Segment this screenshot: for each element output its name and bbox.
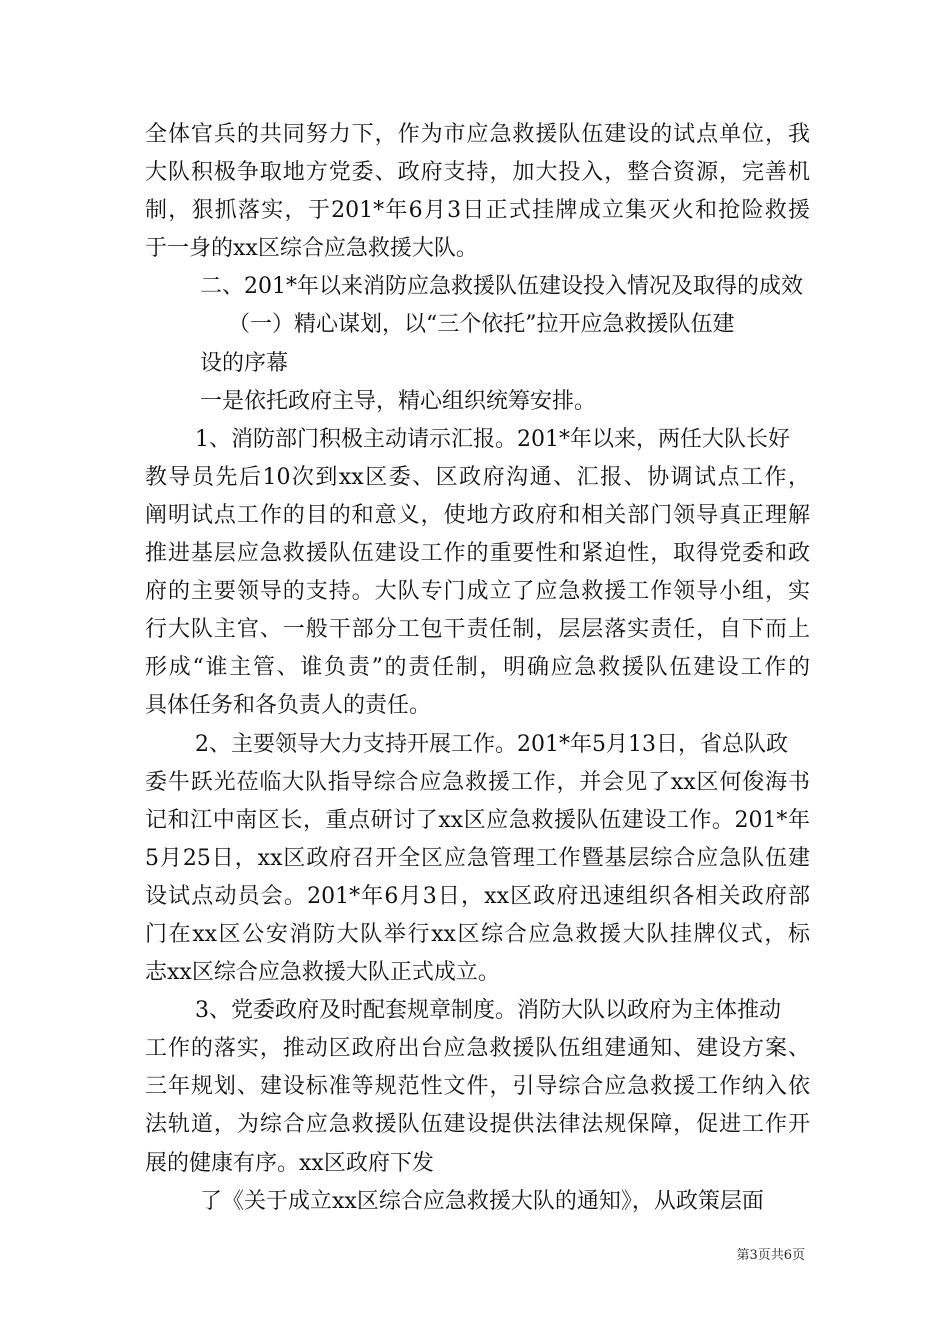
page-number: 第3页共6页 [736, 1248, 805, 1263]
text-line: 记和江中南区长，重点研讨了xx区应急救援队伍建设工作。201*年 [145, 807, 810, 833]
text-line: 于一身的xx区综合应急救援大队。 [145, 236, 478, 262]
text-line: 门在xx区公安消防大队举行xx区综合应急救援大队挂牌仪式，标 [145, 921, 810, 947]
text-line: 5月25日，xx区政府召开全区应急管理工作暨基层综合应急队伍建 [145, 845, 810, 871]
text-line: 大队积极争取地方党委、政府支持，加大投入，整合资源，完善机 [145, 160, 810, 186]
text-line: 法轨道，为综合应急救援队伍建设提供法律法规保障，促进工作开 [145, 1112, 810, 1138]
text-line: 志xx区综合应急救援大队正式成立。 [145, 960, 500, 986]
text-line: 形成“谁主管、谁负责”的责任制，明确应急救援队伍建设工作的 [145, 655, 810, 681]
text-line: 3、党委政府及时配套规章制度。消防大队以政府为主体推动 [195, 998, 781, 1024]
text-line: 具体任务和各负责人的责任。 [145, 693, 432, 719]
text-line: 阐明试点工作的目的和意义，使地方政府和相关部门领导真正理解 [145, 502, 810, 528]
text-line: 了《关于成立xx区综合应急救援大队的通知》，从政策层面 [200, 1188, 764, 1214]
text-line: 全体官兵的共同努力下，作为市应急救援队伍建设的试点单位，我 [145, 122, 810, 147]
text-line: 2、主要领导大力支持开展工作。201*年5月13日，省总队政 [195, 731, 788, 757]
text-line: 展的健康有序。xx区政府下发 [145, 1150, 434, 1176]
text-line: 行大队主官、一般干部分工包干责任制，层层落实责任，自下而上 [145, 617, 810, 643]
text-line: 设的序幕 [200, 350, 289, 376]
text-line: 委牛跃光莅临大队指导综合应急救援工作，并会见了xx区何俊海书 [145, 769, 810, 795]
text-line: 1、消防部门积极主动请示汇报。201*年以来，两任大队长好 [195, 426, 790, 452]
text-line: 一是依托政府主导，精心组织统筹安排。 [200, 388, 597, 414]
text-line: 制，狠抓落实，于201*年6月3日正式挂牌成立集灭火和抢险救援 [145, 198, 810, 224]
text-line: 推进基层应急救援队伍建设工作的重要性和紧迫性，取得党委和政 [145, 541, 810, 567]
text-line: 工作的落实，推动区政府出台应急救援队伍组建通知、建设方案、 [145, 1036, 810, 1062]
text-line: （一）精心谋划，以“三个依托”拉开应急救援队伍建 [228, 312, 735, 338]
text-line: 二、201*年以来消防应急救援队伍建设投入情况及取得的成效 [200, 274, 803, 300]
text-line: 设试点动员会。201*年6月3日，xx区政府迅速组织各相关政府部 [145, 883, 810, 909]
document-body [145, 116, 810, 1221]
text-line: 教导员先后10次到xx区委、区政府沟通、汇报、协调试点工作， [145, 464, 810, 490]
text-line: 府的主要领导的支持。大队专门成立了应急救援工作领导小组，实 [145, 579, 810, 605]
text-line: 三年规划、建设标准等规范性文件，引导综合应急救援工作纳入依 [145, 1074, 810, 1100]
